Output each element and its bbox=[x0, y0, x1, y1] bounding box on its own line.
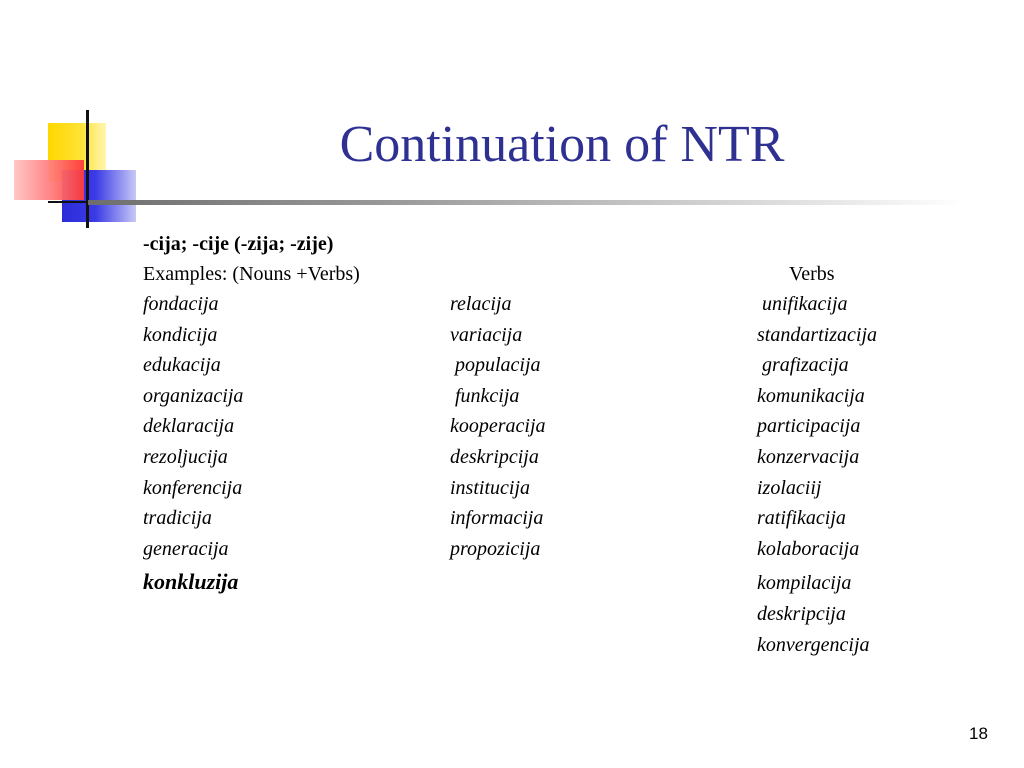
col1-word: kondicija bbox=[143, 323, 218, 346]
col2-word: propozicija bbox=[450, 537, 541, 560]
col2-word: informacija bbox=[450, 507, 544, 530]
verbs-label: Verbs bbox=[789, 263, 835, 285]
col2-word: institucija bbox=[450, 476, 530, 499]
col2-word: deskripcija bbox=[450, 446, 539, 468]
col3-word: unifikacija bbox=[757, 293, 848, 315]
col2-word: populacija bbox=[450, 354, 541, 377]
col3-word: komunikacija bbox=[757, 384, 865, 407]
suffix-heading: -cija; -cije (-zija; -zije) bbox=[143, 233, 334, 255]
col1-word: organizacija bbox=[143, 384, 244, 407]
col2-word: kooperacija bbox=[450, 415, 546, 438]
col1-word: rezoljucija bbox=[143, 446, 228, 468]
col1-word: fondacija bbox=[143, 293, 219, 315]
col3-word: kompilacija bbox=[757, 572, 852, 594]
col3-word: konzervacija bbox=[757, 446, 860, 468]
col1-word: edukacija bbox=[143, 354, 221, 377]
col3-word: standartizacija bbox=[757, 323, 878, 346]
col3-word: konvergencija bbox=[757, 634, 870, 656]
col3-word: deskripcija bbox=[757, 603, 846, 625]
emphasized-word: konkluzija bbox=[143, 569, 239, 594]
col2-word: variacija bbox=[450, 323, 523, 346]
col1-word: tradicija bbox=[143, 507, 212, 530]
col3-word: kolaboracija bbox=[757, 537, 860, 560]
col2-word: funkcija bbox=[450, 384, 520, 407]
col1-word: deklaracija bbox=[143, 415, 235, 438]
col3-word: ratifikacija bbox=[757, 507, 846, 530]
col3-word: izolaciij bbox=[757, 476, 822, 499]
col1-word: generacija bbox=[143, 537, 229, 560]
page-number: 18 bbox=[969, 724, 988, 743]
col1-word: konferencija bbox=[143, 476, 243, 499]
title-divider bbox=[88, 200, 968, 205]
examples-label: Examples: (Nouns +Verbs) bbox=[143, 263, 360, 285]
col3-word: participacija bbox=[757, 415, 861, 438]
col3-word: grafizacija bbox=[757, 354, 849, 377]
col2-word: relacija bbox=[450, 293, 512, 315]
slide-title: Continuation of NTR bbox=[339, 116, 785, 173]
